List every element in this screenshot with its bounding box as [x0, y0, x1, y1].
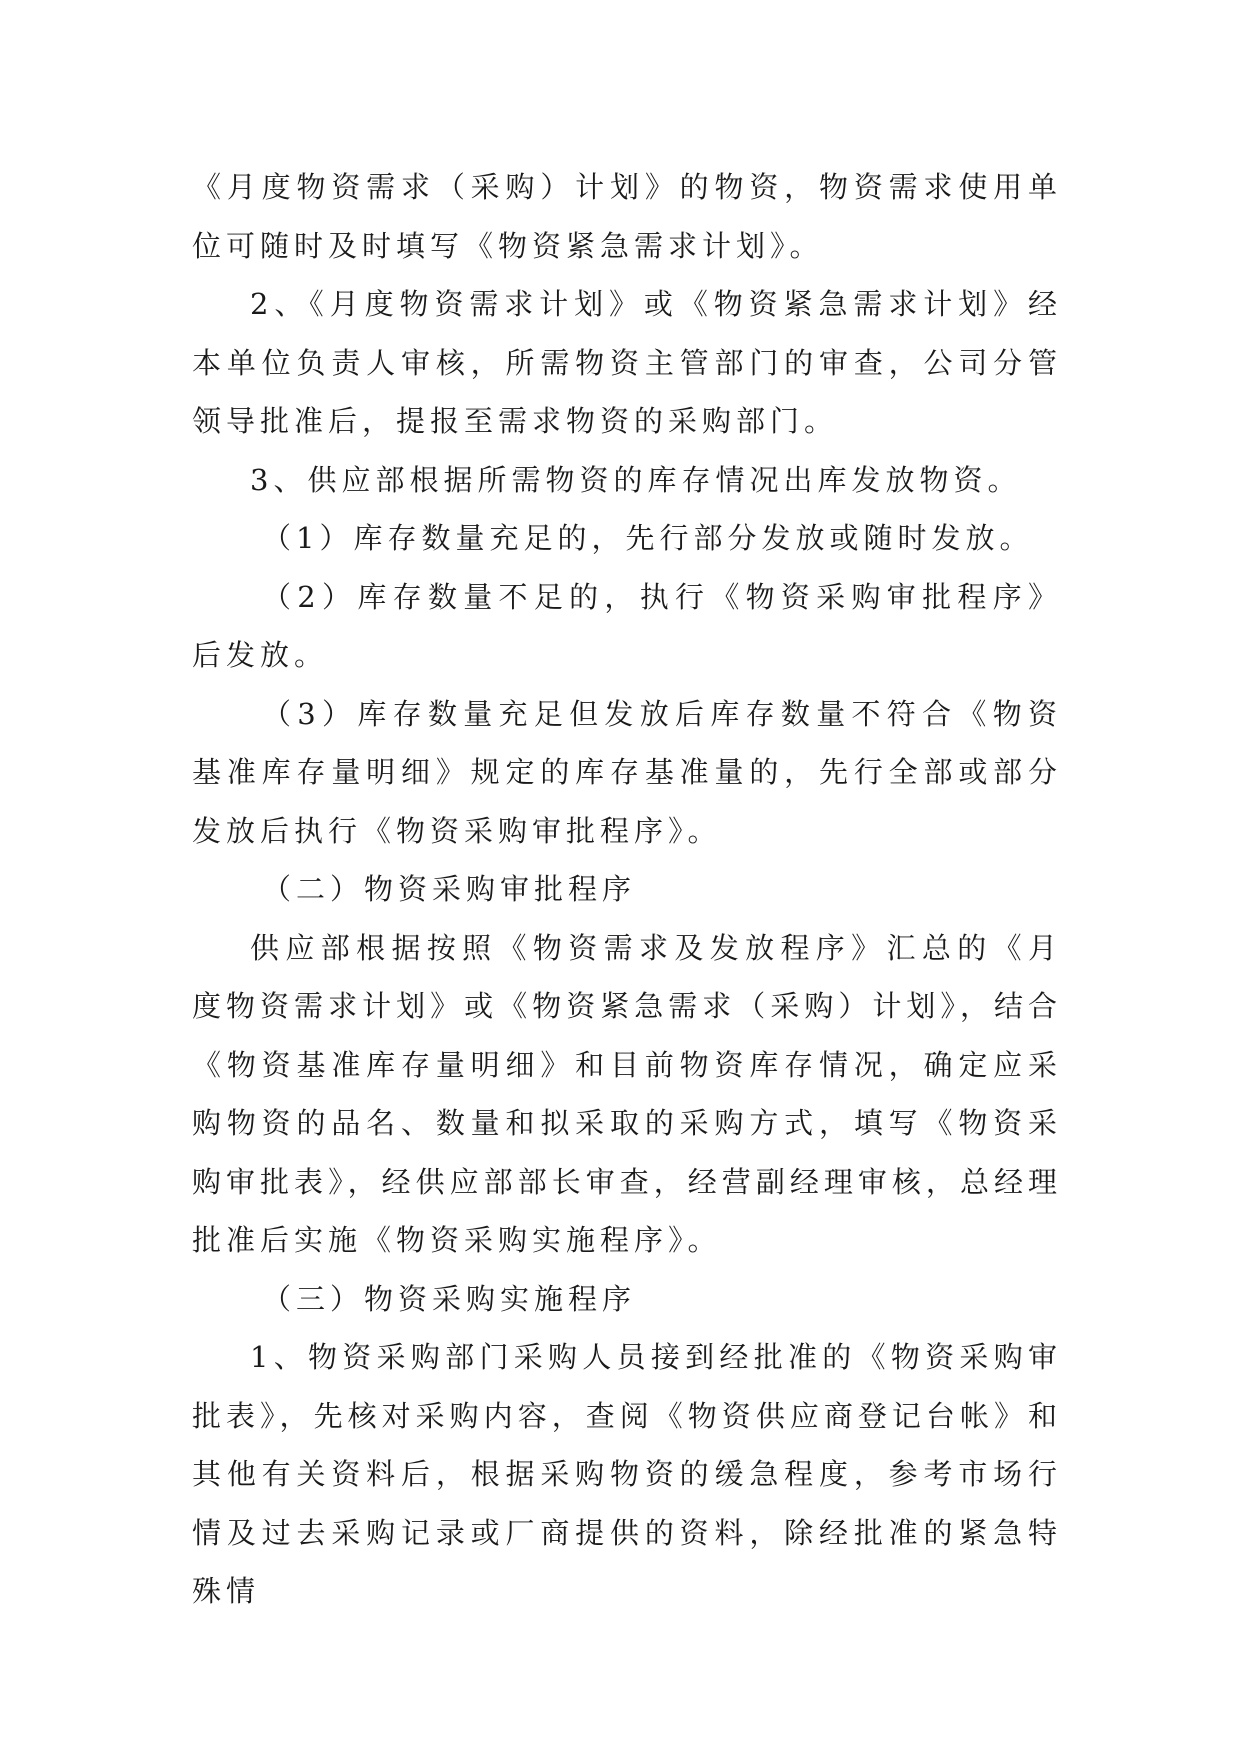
paragraph-item-2: 2、《月度物资需求计划》或《物资紧急需求计划》经本单位负责人审核，所需物资主管部门的审查，公司分管领导批准后，提报至需求物资的采购部门。: [192, 287, 1062, 438]
paragraph-subitem-1: （1）库存数量充足的，先行部分发放或随时发放。: [262, 521, 1034, 555]
paragraph-item-3: 3、供应部根据所需物资的库存情况出库发放物资。: [250, 462, 1022, 497]
paragraph-subitem-2: （2）库存数量不足的，执行《物资采购审批程序》后发放。: [192, 579, 1062, 672]
paragraph-continuation: 《月度物资需求（采购）计划》的物资，物资需求使用单位可随时及时填写《物资紧急需求计划》。: [192, 170, 1062, 263]
paragraph-subitem-3: （3）库存数量充足但发放后库存数量不符合《物资基准库存量明细》规定的库存基准量的，先行全部或部分发放后执行《物资采购审批程序》。: [192, 696, 1062, 848]
section-heading-implementation: （三）物资采购实施程序: [262, 1281, 637, 1316]
paragraph-item-1: 1、物资采购部门采购人员接到经批准的《物资采购审批表》，先核对采购内容，查阅《物资供应商登记台帐》和其他有关资料后，根据采购物资的缓急程度，参考市场行情及过去采购记录或厂商提供的资料，除经批准的紧急特殊情: [192, 1340, 1062, 1608]
document-body: [192, 158, 1062, 1621]
section-heading-approval: （二）物资采购审批程序: [262, 872, 637, 906]
paragraph-approval-body: 供应部根据按照《物资需求及发放程序》汇总的《月度物资需求计划》或《物资紧急需求（采购）计划》，结合《物资基准库存量明细》和目前物资库存情况，确定应采购物资的品名、数量和拟采取的采购方式，填写《物资采购审批表》，经供应部部长审查，经营副经理审核，总经理批准后实施《物资采购实施程序》。: [192, 930, 1062, 1257]
